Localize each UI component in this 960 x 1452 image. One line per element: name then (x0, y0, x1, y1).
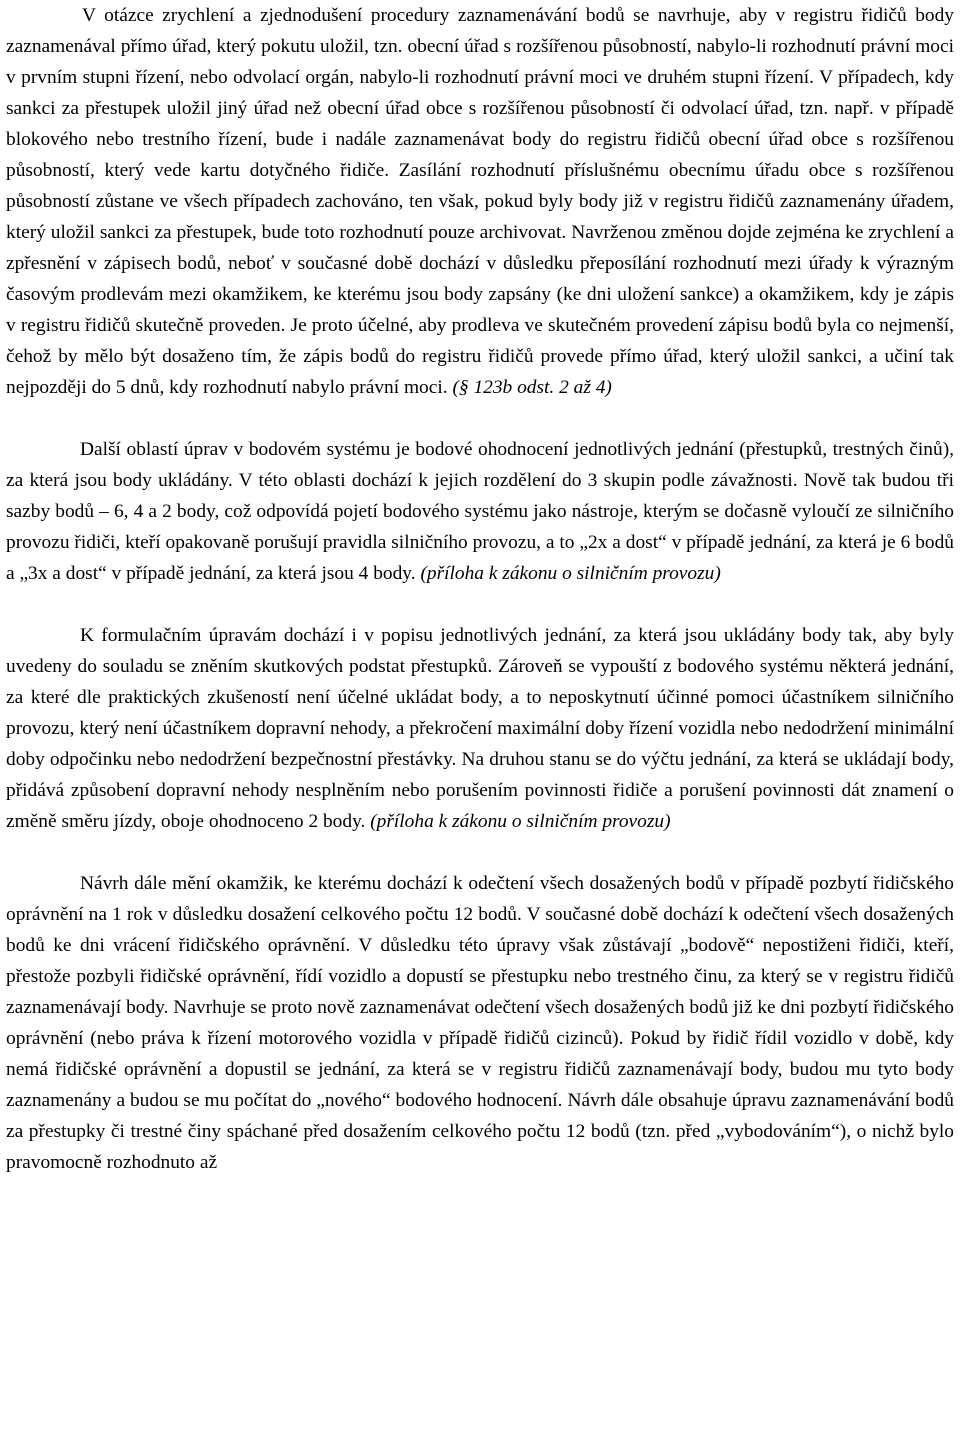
paragraph-formulation-changes (6, 620, 954, 837)
paragraph-point-rating (6, 434, 954, 589)
paragraph-3-reference: (příloha k zákonu o silničním provozu) (370, 811, 671, 832)
paragraph-2-text: Další oblastí úprav v bodovém systému je bodové ohodnocení jednotlivých jednání (přestupků, trestných činů), za která jsou body ukládány. V této oblasti dochází k jejich rozdělení do 3 skupin podle závažnosti. Nově tak budou tři sazby bodů – 6, 4 a 2 body, což odpovídá pojetí bodového systému jako nástroje, kterým se dočasně vyloučí ze silničního provozu řidiči, kteří opakovaně porušují pravidla silničního provozu, a to „2x a dost“ v případě jednání, za která je 6 bodů a „3x a dost“ v případě jednání, za která jsou 4 body. (6, 439, 954, 584)
paragraph-1-text: V otázce zrychlení a zjednodušení procedury zaznamenávání bodů se navrhuje, aby v registru řidičů body zaznamenával přímo úřad, který pokutu uložil, tzn. obecní úřad s rozšířenou působností, nabylo-li rozhodnutí právní moci v prvním stupni řízení, nebo odvolací orgán, nabylo-li rozhodnutí právní moci ve druhém stupni řízení. V případech, kdy sankci za přestupek uložil jiný úřad než obecní úřad obce s rozšířenou působností či odvolací úřad, tzn. např. v případě blokového nebo trestního řízení, bude i nadále zaznamenávat body do registru řidičů obecní úřad obce s rozšířenou působností, který vede kartu dotyčného řidiče. Zasílání rozhodnutí příslušnému obecnímu úřadu obce s rozšířenou působností zůstane ve všech případech zachováno, ten však, pokud byly body již v registru řidičů zaznamenány úřadem, který uložil sankci za přestupek, bude toto rozhodnutí pouze archivovat. Navrženou změnou dojde zejména ke zrychlení a zpřesnění v zápisech bodů, neboť v současné době dochází v důsledku přeposílání rozhodnutí mezi úřady k výrazným časovým prodlevám mezi okamžikem, ke kterému jsou body zapsány (ke dni uložení sankce) a okamžikem, kdy je zápis v registru řidičů skutečně proveden. Je proto účelné, aby prodleva ve skutečném provedení zápisu bodů byla co nejmenší, čehož by mělo být dosaženo tím, že zápis bodů do registru řidičů provede přímo úřad, který uložil sankci, a učiní tak nejpozději do 5 dnů, kdy rozhodnutí nabylo právní moci. (6, 5, 954, 398)
paragraph-2-reference: (příloha k zákonu o silničním provozu) (420, 563, 721, 584)
paragraph-point-registration (6, 0, 954, 403)
paragraph-3-text: K formulačním úpravám dochází i v popisu jednotlivých jednání, za která jsou ukládány body tak, aby byly uvedeny do souladu se zněním skutkových podstat přestupků. Zároveň se vypouští z bodového systému některá jednání, za které dle praktických zkušeností není účelné ukládat body, a to neposkytnutí účinné pomoci účastníkem silničního provozu, který není účastníkem dopravní nehody, a překročení maximální doby řízení vozidla nebo nedodržení minimální doby odpočinku nebo nedodržení bezpečnostní přestávky. Na druhou stanu se do výčtu jednání, za která se ukládají body, přidává způsobení dopravní nehody nesplněním nebo porušením povinnosti řidiče a porušení povinnosti dát znamení o změně směru jízdy, oboje ohodnoceno 2 body. (6, 625, 954, 832)
paragraph-4-text: Návrh dále mění okamžik, ke kterému dochází k odečtení všech dosažených bodů v případě pozbytí řidičského oprávnění na 1 rok v důsledku dosažení celkového počtu 12 bodů. V současné době dochází k odečtení všech dosažených bodů ke dni vrácení řidičského oprávnění. V důsledku této úpravy však zůstávají „bodově“ nepostiženi řidiči, kteří, přestože pozbyli řidičské oprávnění, řídí vozidlo a dopustí se přestupku nebo trestného činu, za který se v registru řidičů zaznamenávají body. Navrhuje se proto nově zaznamenávat odečtení všech dosažených bodů již ke dni pozbytí řidičského oprávnění (nebo práva k řízení motorového vozidla v případě řidičů cizinců). Pokud by řidič řídil vozidlo v době, kdy nemá řidičské oprávnění a dopustil se jednání, za která se v registru řidičů zaznamenávají body, budou mu tyto body zaznamenány a budou se mu počítat do „nového“ bodového hodnocení. Návrh dále obsahuje úpravu zaznamenávání bodů za přestupky či trestné činy spáchané před dosažením celkového počtu 12 bodů (tzn. před „vybodováním“), o nichž bylo pravomocně rozhodnuto až (6, 873, 954, 1173)
paragraph-point-deduction (6, 868, 954, 1178)
paragraph-1-reference: (§ 123b odst. 2 až 4) (452, 377, 612, 398)
